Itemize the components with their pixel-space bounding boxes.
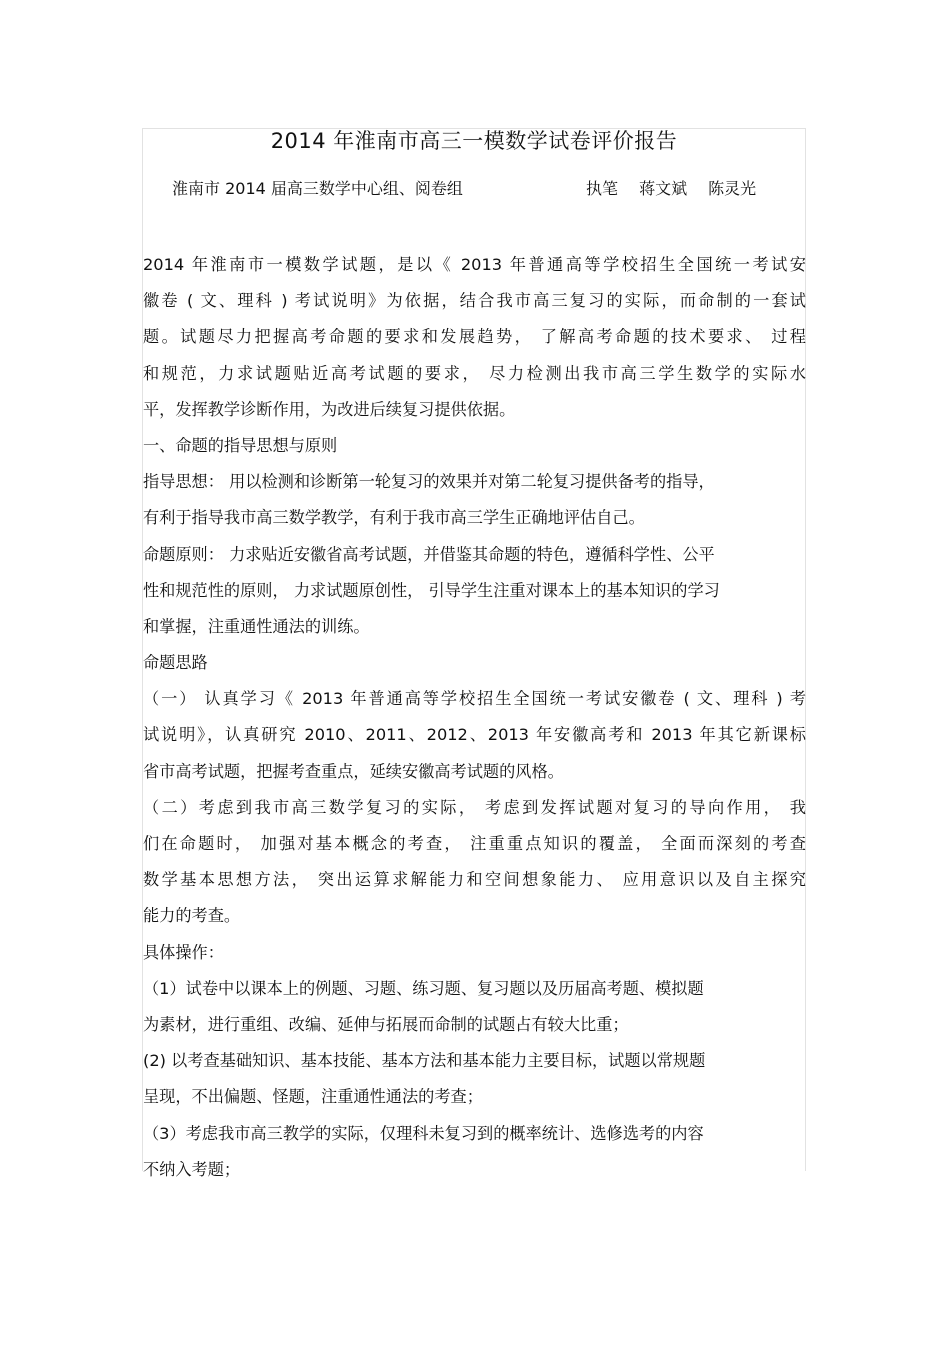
body-line: （一） 认真学习《 2013 年普通高等学校招生全国统一考试安徽卷 ( 文、理科 ) 考 bbox=[143, 689, 806, 709]
body-line: 试说明》，认真研究 2010、2011、2012、2013 年安徽高考和 2013 年其它新课标 bbox=[143, 725, 806, 745]
body-line: 有利于指导我市高三数学教学，有利于我市高三学生正确地评估自己。 bbox=[143, 508, 645, 528]
body-line: 数学基本思想方法， 突出运算求解能力和空间想象能力、 应用意识以及自主探究 bbox=[143, 870, 806, 890]
body-line: 能力的考查。 bbox=[143, 906, 241, 926]
body-line: 省市高考试题，把握考查重点，延续安徽高考试题的风格。 bbox=[143, 761, 564, 781]
body-line: 2014 年淮南市一模数学试题，是以《 2013 年普通高等学校招生全国统一考试安 bbox=[143, 255, 806, 274]
body-line: （二）考虑到我市高三数学复习的实际， 考虑到发挥试题对复习的导向作用， 我 bbox=[143, 797, 806, 817]
body-line: （3）考虑我市高三教学的实际，仅理科未复习到的概率统计、选修选考的内容 bbox=[143, 1123, 704, 1143]
subsection-heading: 命题思路 bbox=[143, 653, 208, 673]
section-heading: 一、命题的指导思想与原则 bbox=[143, 435, 338, 455]
body-line: 呈现，不出偏题、怪题，注重通性通法的考查； bbox=[143, 1087, 483, 1107]
body-line: 指导思想： 用以检测和诊断第一轮复习的效果并对第二轮复习提供备考的指导， bbox=[143, 472, 715, 492]
byline-author: 执笔 蒋文斌 陈灵光 bbox=[586, 179, 757, 198]
body-line: (2) 以考查基础知识、基本技能、基本方法和基本能力主要目标，试题以常规题 bbox=[143, 1051, 706, 1071]
document-title: 2014 年淮南市高三一模数学试卷评价报告 bbox=[270, 129, 678, 153]
body-line: 为素材，进行重组、改编、延伸与拓展而命制的试题占有较大比重； bbox=[143, 1014, 629, 1034]
byline-organization: 淮南市 2014 届高三数学中心组、阅卷组 bbox=[172, 179, 463, 198]
body-line: 徽卷 ( 文、理科 ) 考试说明》为依据，结合我市高三复习的实际，而命制的一套试 bbox=[143, 291, 806, 311]
body-line: （1）试卷中以课本上的例题、习题、练习题、复习题以及历届高考题、模拟题 bbox=[143, 978, 704, 998]
body-line: 题。试题尽力把握高考命题的要求和发展趋势， 了解高考命题的技术要求、 过程 bbox=[143, 327, 806, 347]
document-body bbox=[143, 247, 806, 1188]
body-line: 性和规范性的原则， 力求试题原创性， 引导学生注重对课本上的基本知识的学习 bbox=[143, 580, 720, 600]
body-line: 和掌握，注重通性通法的训练。 bbox=[143, 616, 370, 636]
body-line: 命题原则： 力求贴近安徽省高考试题，并借鉴其命题的特色，遵循科学性、公平 bbox=[143, 544, 715, 564]
subsection-heading: 具体操作： bbox=[143, 942, 224, 962]
body-line: 和规范，力求试题贴近高考试题的要求， 尽力检测出我市高三学生数学的实际水 bbox=[143, 363, 806, 383]
body-line: 平，发挥教学诊断作用，为改进后续复习提供依据。 bbox=[143, 399, 516, 419]
body-line: 们在命题时， 加强对基本概念的考查， 注重重点知识的覆盖， 全面而深刻的考查 bbox=[143, 834, 806, 853]
body-line: 不纳入考题； bbox=[143, 1159, 241, 1179]
